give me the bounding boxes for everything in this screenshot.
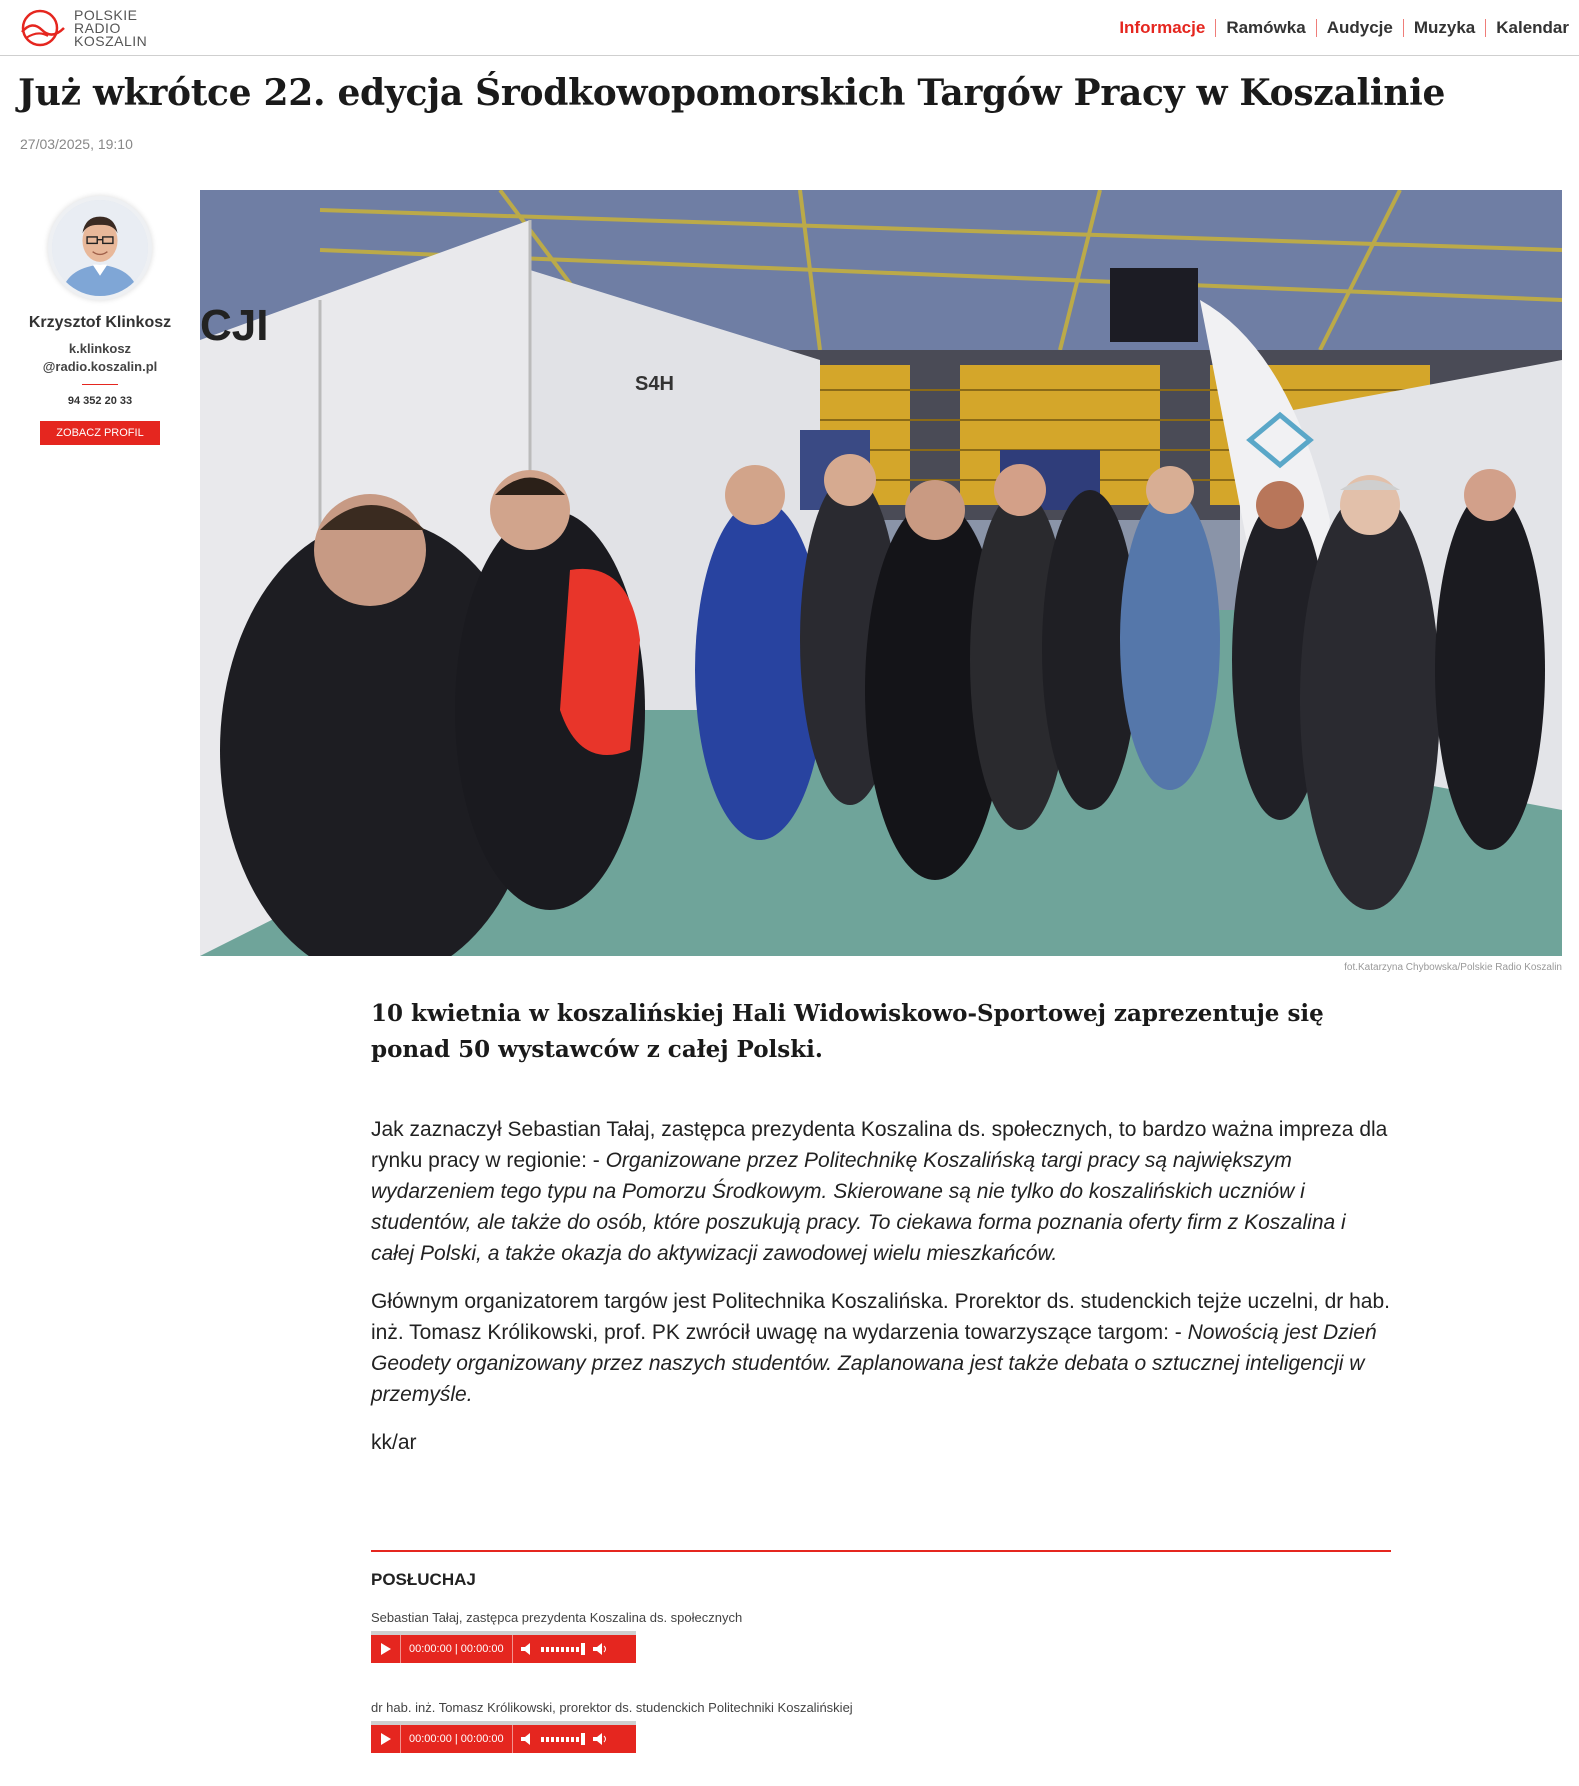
job-fair-photo-illustration: [200, 190, 1562, 956]
author-divider: [82, 384, 118, 385]
author-email[interactable]: [0, 340, 200, 376]
nav-ramowka[interactable]: Ramówka: [1226, 18, 1306, 37]
nav-muzyka[interactable]: Muzyka: [1413, 18, 1476, 37]
author-portrait-icon: [52, 200, 148, 296]
site-logo[interactable]: [18, 6, 147, 50]
play-icon: [381, 1643, 391, 1655]
logo-text: POLSKIE RADIO KOSZALIN: [74, 6, 148, 49]
top-bar: [0, 0, 1579, 56]
article-date: 27/03/2025, 19:10: [20, 136, 133, 152]
track-time: 00:00:00 | 00:00:00: [401, 1635, 513, 1663]
play-icon: [381, 1733, 391, 1745]
article-signature: kk/ar: [371, 1431, 417, 1454]
listen-divider: [371, 1550, 1391, 1552]
radio-logo-icon: [18, 6, 70, 50]
article-lead: 10 kwietnia w koszalińskiej Hali Widowiskowo-Sportowej zaprezentuje się ponad 50 wystawców z całej Polski.: [371, 1000, 1324, 1063]
view-profile-button[interactable]: ZOBACZ PROFIL: [40, 421, 159, 445]
audio-player-2: [371, 1721, 636, 1753]
nav-separator: [1403, 19, 1404, 37]
paragraph-2: [371, 1286, 1391, 1410]
nav-kalendar[interactable]: Kalendar: [1496, 18, 1569, 37]
booth-sign-2: S4H: [635, 373, 674, 395]
volume-max-icon[interactable]: [593, 1643, 607, 1655]
nav-separator: [1215, 19, 1216, 37]
mute-icon[interactable]: [521, 1643, 533, 1655]
author-name: Krzysztof Klinkosz: [28, 314, 172, 331]
volume-max-icon[interactable]: [593, 1733, 607, 1745]
paragraph-1-text: Jak zaznaczył Sebastian Tałaj, zastępca prezydenta Koszalina ds. społecznych, to bardzo ważna impreza dla rynku pracy w regionie: -: [371, 1118, 1388, 1172]
paragraph-1: [371, 1114, 1391, 1269]
author-avatar[interactable]: [48, 196, 152, 300]
article-title: Już wkrótce 22. edycja Środkowopomorskich Targów Pracy w Koszalinie: [18, 72, 1446, 114]
play-button[interactable]: [371, 1725, 401, 1753]
track-time: 00:00:00 | 00:00:00: [401, 1725, 513, 1753]
paragraph-1-quote: Organizowane przez Politechnikę Koszalińską targi pracy są największym wydarzeniem tego typu na Pomorzu Środkowym. Skierowane są nie tylko do koszalińskich uczniów i studentów, ale także do osób, które poszukują pracy. To ciekawa forma poznania oferty firm z Koszalina i całej Polski, a także okazja do aktywizacji zawodowej wielu mieszkańców.: [371, 1149, 1346, 1265]
article-photo[interactable]: [200, 190, 1562, 956]
author-card: [0, 196, 200, 445]
author-email-domain: @radio.koszalin.pl: [42, 359, 158, 374]
nav-audycje[interactable]: Audycje: [1326, 18, 1393, 37]
paragraph-2-text: Głównym organizatorem targów jest Politechnika Koszalińska. Prorektor ds. studenckich tejże uczelni, dr hab. inż. Tomasz Królikowski, prof. PK zwrócił uwagę na wydarzenia towarzyszące targom: -: [371, 1290, 1390, 1344]
track-label-2: dr hab. inż. Tomasz Królikowski, prorektor ds. studenckich Politechniki Koszalińskiej: [371, 1700, 853, 1715]
nav-informacje[interactable]: Informacje: [1119, 18, 1206, 37]
volume-slider[interactable]: [541, 1733, 585, 1745]
author-email-user: k.klinkosz: [68, 341, 132, 356]
track-label-1: Sebastian Tałaj, zastępca prezydenta Koszalina ds. społecznych: [371, 1610, 743, 1625]
listen-title: POSŁUCHAJ: [371, 1570, 476, 1589]
booth-sign-1: CJI: [200, 301, 269, 350]
audio-player-1: [371, 1631, 636, 1663]
mute-icon[interactable]: [521, 1733, 533, 1745]
author-phone: 94 352 20 33: [67, 395, 133, 407]
main-nav: [1109, 18, 1579, 38]
nav-separator: [1485, 19, 1486, 37]
volume-slider[interactable]: [541, 1643, 585, 1655]
paragraph-2-quote: Nowością jest Dzień Geodety organizowany przez naszych studentów. Zaplanowana jest także debata o sztucznej inteligencji w przemyśle.: [371, 1321, 1377, 1406]
article-body: [371, 1114, 1391, 1475]
nav-separator: [1316, 19, 1317, 37]
play-button[interactable]: [371, 1635, 401, 1663]
photo-credit: fot.Katarzyna Chybowska/Polskie Radio Koszalin: [1344, 962, 1562, 973]
